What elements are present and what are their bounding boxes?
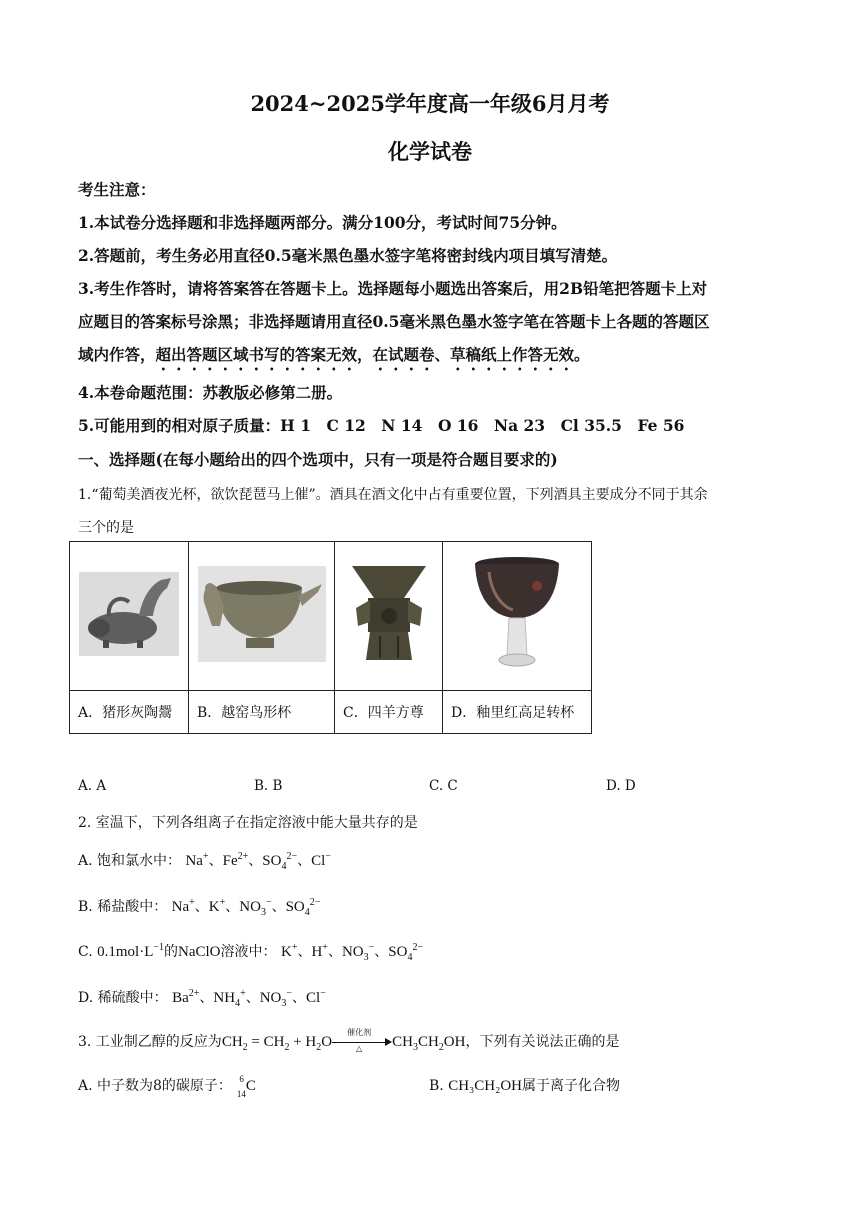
q2-option-c[interactable]: C. $0.1mol\cdot L^{-1}$的NaClO溶液中： K+、H+、$NO_3^-$、$SO_4^{2-}$ xyxy=(78,942,424,963)
q3-stem-pre: 3. 工业制乙醇的反应为 xyxy=(78,1034,222,1050)
notice-emphasis: 超出答题区域书写的答案无效，在试题卷、草稿纸上作答无效 xyxy=(155,345,575,364)
nuclide-notation xyxy=(232,1074,246,1099)
separator: 、 xyxy=(194,899,209,915)
vessel-image-cell-c xyxy=(335,542,443,691)
solution-formula: NaClO xyxy=(178,944,221,960)
separator: 、 xyxy=(297,944,312,960)
vessel-image-cell-d xyxy=(443,542,592,691)
separator: 、 xyxy=(292,990,307,1006)
q3-stem-post: ，下列有关说法正确的是 xyxy=(465,1034,620,1050)
q2-stem: 2. 室温下，下列各组离子在指定溶液中能大量共存的是 xyxy=(78,815,418,831)
q2-option-a[interactable]: A. 饱和氯水中： Na+、$Fe^{2+}$、$SO_4^{2-}$、Cl− xyxy=(78,851,331,872)
separator: 、 xyxy=(271,899,286,915)
stem-cup-image xyxy=(467,552,567,676)
separator: 、 xyxy=(297,853,312,869)
q1-option-c[interactable]: C. C xyxy=(429,778,458,794)
q2-option-a-label: A. 饱和氯水中： xyxy=(78,853,182,869)
notice-item-4: 4.本卷命题范围：苏教版必修第二册。 xyxy=(78,383,343,402)
separator: 、 xyxy=(208,853,223,869)
q2-option-b[interactable]: B. 稀盐酸中： Na+、K+、$NO_3^-$、$SO_4^{2-}$ xyxy=(78,897,321,918)
q2-option-d-label: D. 稀硫酸中： xyxy=(78,990,168,1006)
nuclide-symbol: C xyxy=(245,1078,256,1094)
vessel-caption-d: D．釉里红高足转杯 xyxy=(443,691,592,734)
notice-item-3-end: 。 xyxy=(574,345,590,364)
q1-stem-line-1: 1.“葡萄美酒夜光杯，欲饮琵琶马上催”。酒具在酒文化中占有重要位置，下列酒具主要成分不同于其余 xyxy=(78,487,708,503)
vessel-caption-c: C．四羊方尊 xyxy=(335,691,443,734)
separator: 、 xyxy=(327,944,342,960)
q1-option-b[interactable]: B. B xyxy=(254,778,283,794)
q3-option-a-label: A. 中子数为8的碳原子： xyxy=(78,1078,232,1094)
heat-label: △ xyxy=(356,1044,363,1053)
q2-option-d[interactable]: D. 稀硫酸中： $Ba^{2+}$、$NH_4^+$、$NO_3^-$、Cl− xyxy=(78,988,326,1009)
pig-pottery-image xyxy=(79,572,179,656)
separator: 、 xyxy=(248,853,263,869)
q1-stem-line-2: 三个的是 xyxy=(78,520,134,536)
separator: 、 xyxy=(225,899,240,915)
notice-item-3-line-1: 3.考生作答时，请将答案答在答题卡上。选择题每小题选出答案后，用2B铅笔把答题卡上对 xyxy=(78,279,708,298)
vessel-caption-a: A．猪形灰陶鬶 xyxy=(70,691,189,734)
ethanol-formula: CH₃CH₂OH xyxy=(448,1078,523,1094)
catalyst-label: 催化剂 xyxy=(347,1028,372,1037)
notice-item-2: 2.答题前，考生务必用直径0.5毫米黑色墨水签字笔将密封线内项目填写清楚。 xyxy=(78,246,618,265)
four-ram-zun-image xyxy=(346,560,432,668)
vessel-table xyxy=(69,541,592,734)
connector: 的 xyxy=(164,944,179,960)
q3-option-b-tail: 属于离子化合物 xyxy=(522,1078,621,1094)
notice-item-1: 1.本试卷分选择题和非选择题两部分。满分100分，考试时间75分钟。 xyxy=(78,213,567,232)
reaction-equation: $CH_2 = CH_2 + H_2O$ xyxy=(221,1034,333,1053)
atomic-number: 14 xyxy=(236,1089,246,1099)
notice-heading: 考生注意： xyxy=(78,180,156,199)
vessel-image-cell-a xyxy=(70,542,189,691)
vessel-caption-b: B．越窑鸟形杯 xyxy=(189,691,335,734)
bird-cup-image xyxy=(198,566,326,662)
q1-option-d[interactable]: D. D xyxy=(606,778,636,794)
exam-subject: 化学试卷 xyxy=(388,139,472,164)
separator: 、 xyxy=(374,944,389,960)
notice-item-5: 5.可能用到的相对原子质量：H 1 C 12 N 14 O 16 Na 23 Cl 35.5 Fe 56 xyxy=(78,416,685,435)
q3-option-a[interactable] xyxy=(78,1074,256,1099)
q1-option-a[interactable]: A. A xyxy=(78,778,107,794)
separator: 、 xyxy=(245,990,260,1006)
q3-stem: 3. 工业制乙醇的反应为$CH_2 = CH_2 + H_2O$ 催化剂 △ $CH_3CH_2OH$，下列有关说法正确的是 xyxy=(78,1028,620,1053)
q2-option-b-label: B. 稀盐酸中： xyxy=(78,899,168,915)
mass-number: 6 xyxy=(239,1074,244,1084)
exam-title: 2024~2025学年度高一年级6月月考 xyxy=(250,91,610,116)
q3-option-b-label: B. xyxy=(429,1078,444,1094)
notice-item-3-line-2: 应题目的答案标号涂黑；非选择题请用直径0.5毫米黑色墨水签字笔在答题卡上各题的答题区 xyxy=(78,312,710,331)
separator: 、 xyxy=(199,990,214,1006)
q3-option-b[interactable] xyxy=(429,1075,620,1095)
notice-item-3-line-3 xyxy=(78,343,590,374)
vessel-image-cell-b xyxy=(189,542,335,691)
section-heading: 一、选择题(在每小题给出的四个选项中，只有一项是符合题目要求的) xyxy=(78,450,558,469)
notice-item-3-text: 域内作答， xyxy=(78,345,156,364)
reaction-arrow-icon xyxy=(332,1028,392,1053)
concentration: $0.1mol\cdot L^{-1}$ xyxy=(97,942,165,960)
concentration-value: 0.1mol·L xyxy=(97,944,154,960)
q2-option-c-label: C. xyxy=(78,944,93,960)
q2-option-c-tail: 溶液中： xyxy=(220,944,277,960)
